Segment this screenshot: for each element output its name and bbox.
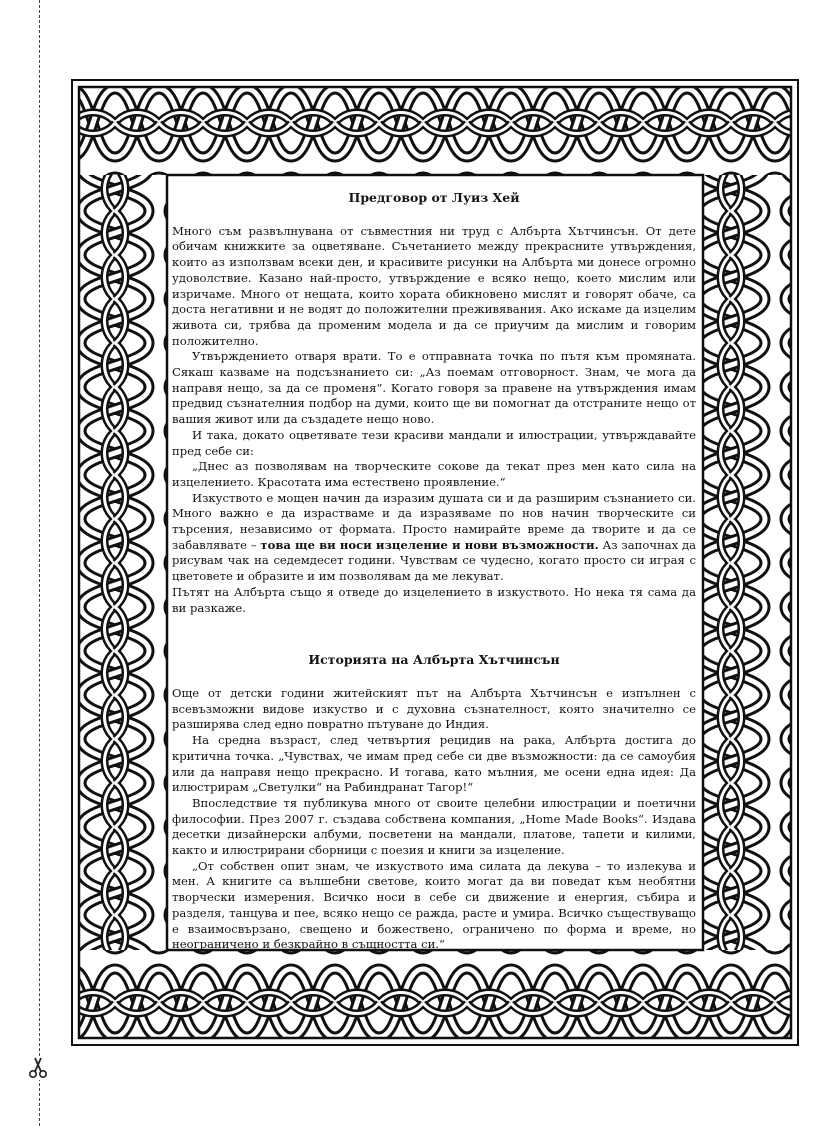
foreword-paragraph: Много съм развълнувана от съвместния ни труд с Албърта Хътчинсън. От дете обичам книжките за оцветяване. Съчетанието между прекрасните утвърждения, които аз използвам всеки ден, и красивите рисунки на Албърта ми донесе огромно удоволствие. Казано най-просто, утвърждение е всяко нещо, което мислим или изричаме. Много от нещата, които хората обикновено мислят и говорят обаче, са доста негативни и не водят до положителни преживявания. Ако искаме да изцелим живота си, трябва да променим модела и да се приучим да мислим и говорим положително. xyxy=(172,223,696,348)
foreword-paragraph xyxy=(172,491,696,585)
story-title: Историята на Албърта Хътчинсън xyxy=(308,652,560,668)
foreword-paragraph: Утвърждението отваря врати. То е отправната точка по пътя към промяната. Сякаш казваме на подсъзнанието си: „Аз поемам отговорност. Знам, че мога да направя нещо, за да се променя“. Когато говоря за правене на утвърждения имам предвид съзнателния подбор на думи, които ще ви помогнат да отстраните нещо от вашия живот или да създадете нещо ново. xyxy=(172,349,696,427)
story-paragraph: Впоследствие тя публикува много от своите целебни илюстрации и поетични философии. През 2007 г. създава собствена компания, „Home Made Books“. Издава десетки дизайнерски албуми, посветени на мандали, платове, тапети и килими, както и илюстрирани сборници с поезия и книги за изцеление. xyxy=(172,795,696,858)
foreword-paragraph: И така, докато оцветявате тези красиви мандали и илюстрации, утвърждавайте пред себе си: xyxy=(172,427,696,458)
text-column xyxy=(172,186,696,952)
story-paragraph: На средна възраст, след четвъртия рецидив на рака, Албърта достига до критична точка. „Чувствах, че имам пред себе си две възможности: да се самоубия или да направя нещо прекрасно. И тогава, като мълния, ме осени една идея: Да илюстрирам „Светулки“ на Рабиндранат Тагор!“ xyxy=(172,733,696,795)
foreword-title: Предговор от Луиз Хей xyxy=(348,190,520,205)
paragraph-text: Изкуството е мощен начин да изразим душата си и да разширим съзнанието си. Много важно е да израстваме и да изразяваме по нов начин творческите си търсения, независимо от формата. Просто намирайте време да творите и да се забавлявате – xyxy=(172,490,696,552)
paragraph-text: Аз започнах да рисувам чак на седемдесет години. Чувствам се чудесно, когато просто си играя с цветовете и образите и им позволявам да ме лекуват. xyxy=(172,537,696,584)
highlighted-phrase: това ще ви носи изцеление и нови възможности. xyxy=(260,537,599,552)
story-paragraph: Още от детски години житейският път на Албърта Хътчинсън е изпълнен с всевъзможни видове изкуство и с духовна съзнателност, която значително се разширява след едно повратно пътуване до Индия. xyxy=(172,685,696,732)
foreword-paragraph: Пътят на Албърта също я отведе до изцелението в изкуството. Но нека тя сама да ви разкаже. xyxy=(172,584,696,615)
story-quote: „От собствен опит знам, че изкуството има силата да лекува – то излекува и мен. А книгите са вълшебни светове, които могат да ви поведат към необятни творчески измерения. Всичко носи в себе си движение и енергия, събира и разделя, танцува и пее, всяко нещо се ражда, расте и умира. Всичко съществуващо е взаимосвързано, свещено и божествено, ограничено по форма и време, но неограничено и безкрайно в същността си.“ xyxy=(172,858,696,952)
scissors-icon xyxy=(27,1056,51,1080)
affirmation-quote: „Днес аз позволявам на творческите сокове да текат през мен като сила на изцелението. Красотата има естествено проявление.“ xyxy=(172,459,696,489)
cut-line xyxy=(39,0,40,1126)
